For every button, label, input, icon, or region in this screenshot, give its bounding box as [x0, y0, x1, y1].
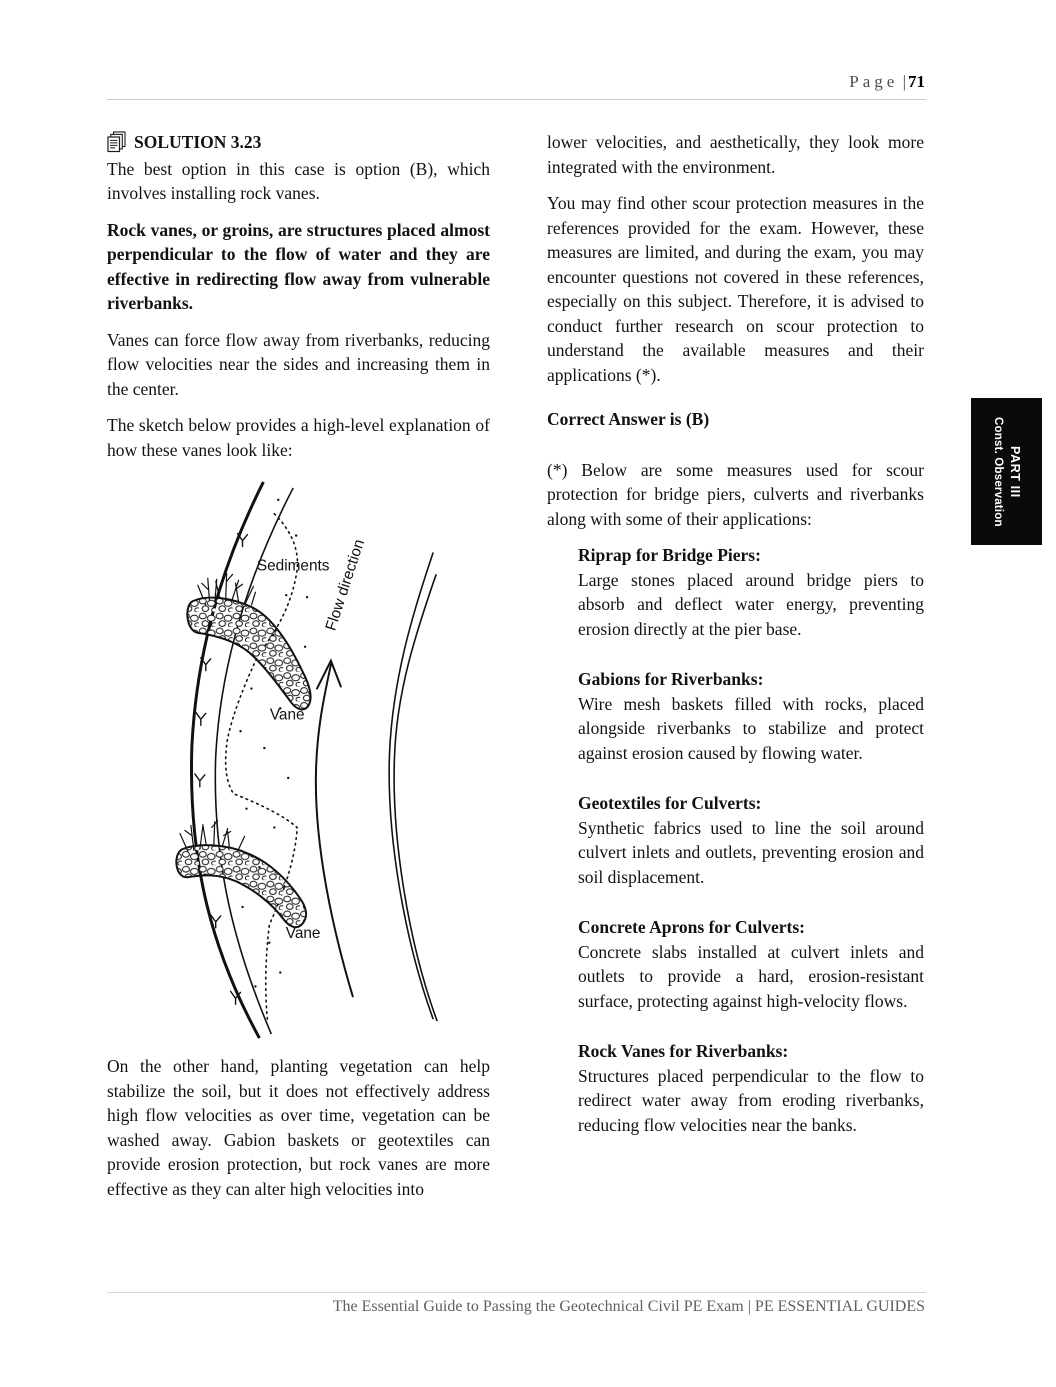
page-footer: The Essential Guide to Passing the Geotechnical Civil PE Exam | PE ESSENTIAL GUIDES [332, 1298, 925, 1315]
sediments-label: Sediments [256, 557, 330, 575]
measure-body: Concrete slabs installed at culvert inlets and outlets to provide a hard, erosion-resistant surface, protecting against high-velocity flows. [578, 941, 924, 1011]
measure-title: Riprap for Bridge Piers: [578, 545, 761, 565]
paragraph: lower velocities, and aesthetically, they look more integrated with the environment. [547, 132, 924, 177]
riverbank-right [389, 552, 437, 1021]
vane-lower-label: Vane [285, 924, 321, 942]
measure-title: Rock Vanes for Riverbanks: [578, 1041, 789, 1061]
measure-title: Gabions for Riverbanks: [578, 669, 764, 689]
side-tab-section: Const. Observation [991, 416, 1004, 527]
flow-direction-arrow [316, 661, 353, 997]
flow-direction-label: Flow direction [322, 537, 369, 633]
page-word: Page [849, 72, 899, 91]
page-header [107, 72, 925, 92]
paragraph-bold: Rock vanes, or groins, are structures placed almost perpendicular to the flow of water and they are effective in redirecting flow away from vulnerable riverbanks. [107, 219, 490, 313]
paragraph: Vanes can force flow away from riverbanks, reducing flow velocities near the sides and increasing them in the center. [107, 329, 490, 399]
measure-title: Concrete Aprons for Culverts: [578, 917, 805, 937]
river-vane-diagram [147, 478, 487, 1044]
scour-measures-list [578, 543, 924, 1137]
measure-riprap [578, 543, 924, 641]
vane-upper-label: Vane [269, 706, 305, 724]
paragraph: (*) Below are some measures used for scour protection for bridge piers, culverts and riverbanks along with some of their applications: [547, 459, 924, 529]
paragraph: The sketch below provides a high-level explanation of how these vanes look like: [107, 415, 490, 460]
measure-concrete-aprons [578, 915, 924, 1013]
measure-body: Synthetic fabrics used to line the soil around culvert inlets and outlets, preventing erosion and soil displacement. [578, 817, 924, 887]
measure-gabions [578, 667, 924, 765]
measure-body: Large stones placed around bridge piers to absorb and deflect water energy, preventing erosion directly at the pier base. [578, 569, 924, 639]
header-rule [107, 99, 926, 100]
rock-vane-upper [187, 598, 310, 710]
solution-heading [107, 130, 490, 155]
part-iii-side-tab [971, 398, 1042, 545]
document-stack-icon [107, 131, 127, 154]
measure-rock-vanes [578, 1039, 924, 1137]
paragraph: You may find other scour protection measures in the references provided for the exam. However, these measures are limited, and during the exam, you may encounter questions not covered in these references, especially on this subject. Therefore, it is advised to conduct further research on scour protection to understand the available measures and their applications (*). [547, 193, 924, 385]
paragraph: On the other hand, planting vegetation can help stabilize the soil, but it does not effectively address high flow velocities as over time, vegetation can be washed away. Gabion baskets or geotextiles can provide erosion protection, but rock vanes are more effective as they can alter high velocities into [107, 1056, 490, 1199]
river-vane-sketch [147, 478, 487, 1044]
page-number: 71 [908, 72, 925, 91]
header-separator: | [902, 72, 906, 91]
side-tab-text [989, 417, 1024, 527]
solution-title: SOLUTION 3.23 [134, 132, 262, 152]
footer-rule [107, 1292, 926, 1293]
measure-body: Structures placed perpendicular to the flow to redirect water away from eroding riverbanks, reducing flow velocities near the banks. [578, 1065, 924, 1135]
measure-geotextiles [578, 791, 924, 889]
left-column [107, 130, 490, 1213]
correct-answer: Correct Answer is (B) [547, 409, 710, 429]
rock-vane-lower [176, 845, 306, 927]
right-column [547, 130, 924, 1137]
paragraph: The best option in this case is option (B), which involves installing rock vanes. [107, 158, 490, 203]
measure-title: Geotextiles for Culverts: [578, 793, 762, 813]
measure-body: Wire mesh baskets filled with rocks, placed alongside riverbanks to stabilize and protect against erosion caused by flowing water. [578, 693, 924, 763]
side-tab-part: PART III [1007, 445, 1022, 498]
